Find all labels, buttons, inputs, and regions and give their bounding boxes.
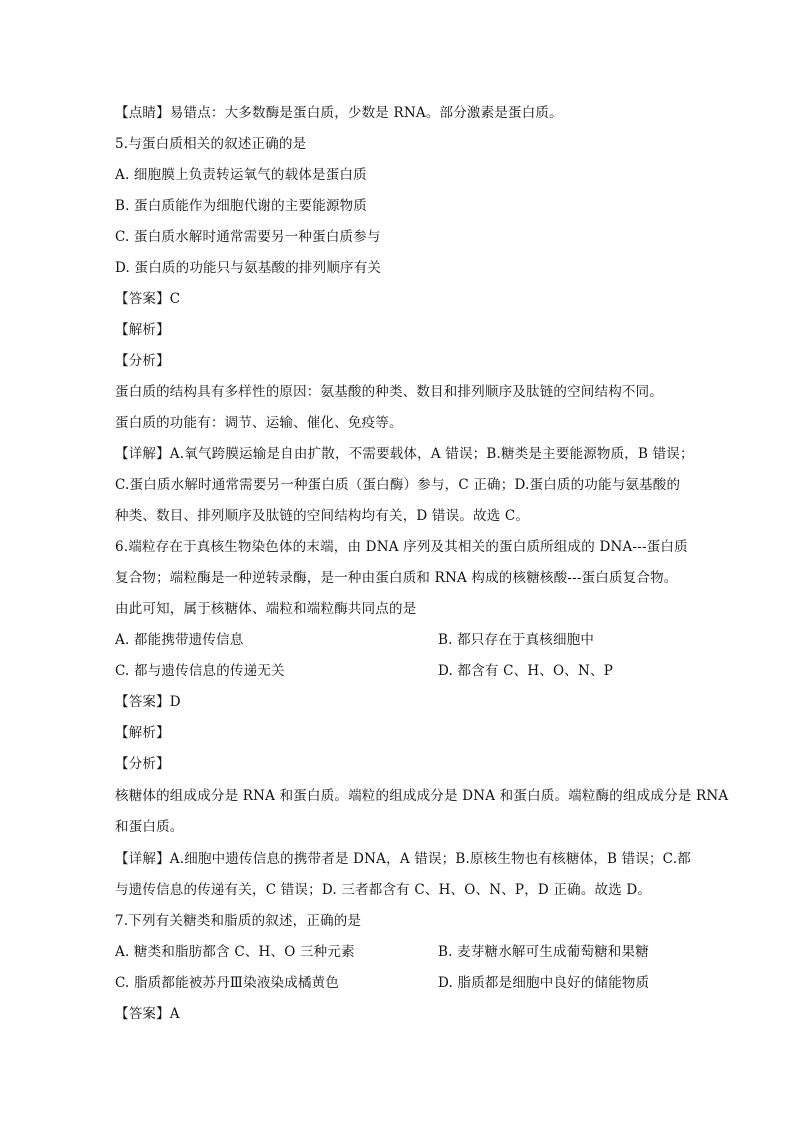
question-5-option-b: B. 蛋白质能作为细胞代谢的主要能源物质: [115, 198, 368, 214]
question-6-option-d: D. 都含有 C、H、O、N、P: [438, 663, 613, 679]
question-5-detail-text: C.蛋白质水解时通常需要另一种蛋白质（蛋白酶）参与，C 正确；D.蛋白质的功能与氨基酸的: [115, 477, 681, 493]
question-5-answer: 【答案】C: [115, 291, 181, 307]
question-6-option-a: A. 都能携带遗传信息: [115, 632, 244, 648]
question-7-option-d: D. 脂质都是细胞中良好的储能物质: [438, 975, 650, 991]
question-6-analysis-heading: 【解析】: [115, 725, 170, 741]
question-6-breakdown-text: 核糖体的组成成分是 RNA 和蛋白质。端粒的组成成分是 DNA 和蛋白质。端粒酶的组成成分是 RNA: [115, 788, 729, 804]
question-5-detail-text: 种类、数目、排列顺序及肽链的空间结构均有关，D 错误。故选 C。: [115, 508, 530, 524]
question-6-stem: 复合物；端粒酶是一种逆转录酶，是一种由蛋白质和 RNA 构成的核糖核酸---蛋白质复合物。: [115, 570, 678, 586]
question-5-breakdown-text: 蛋白质的结构具有多样性的原因：氨基酸的种类、数目和排列顺序及肽链的空间结构不同。: [115, 384, 663, 400]
question-5-analysis-heading: 【解析】: [115, 322, 170, 338]
question-6-answer: 【答案】D: [115, 694, 181, 710]
question-5-breakdown-text: 蛋白质的功能有：调节、运输、催化、免疫等。: [115, 415, 403, 431]
question-6-stem: 6.端粒存在于真核生物染色体的末端，由 DNA 序列及其相关的蛋白质所组成的 DNA---蛋白质: [115, 539, 688, 555]
question-5-detail-text: 【详解】A.氧气跨膜运输是自由扩散，不需要载体，A 错误；B.糖类是主要能源物质，B 错误；: [115, 446, 694, 462]
question-6-option-c: C. 都与遗传信息的传递无关: [115, 663, 285, 679]
question-6-breakdown-text: 和蛋白质。: [115, 819, 184, 835]
question-7-option-b: B. 麦芽糖水解可生成葡萄糖和果糖: [438, 944, 649, 960]
question-6-breakdown-heading: 【分析】: [115, 756, 170, 772]
question-7-option-a: A. 糖类和脂肪都含 C、H、O 三种元素: [115, 944, 355, 960]
question-7-stem: 7.下列有关糖类和脂质的叙述，正确的是: [115, 913, 362, 929]
question-6-detail-text: 与遗传信息的传递有关，C 错误；D. 三者都含有 C、H、O、N、P，D 正确。故选 D。: [115, 882, 652, 898]
question-7-answer: 【答案】A: [115, 1006, 180, 1022]
question-6-option-b: B. 都只存在于真核细胞中: [438, 632, 595, 648]
question-5-stem: 5.与蛋白质相关的叙述正确的是: [115, 136, 307, 152]
question-7-option-c: C. 脂质都能被苏丹Ⅲ染液染成橘黄色: [115, 975, 340, 991]
question-6-stem: 由此可知，属于核糖体、端粒和端粒酶共同点的是: [115, 601, 417, 617]
question-5-breakdown-heading: 【分析】: [115, 353, 170, 369]
question-5-option-c: C. 蛋白质水解时通常需要另一种蛋白质参与: [115, 229, 381, 245]
question-6-detail-text: 【详解】A.细胞中遗传信息的携带者是 DNA，A 错误；B.原核生物也有核糖体，B 错误；C.都: [115, 851, 691, 867]
question-5-option-d: D. 蛋白质的功能只与氨基酸的排列顺序有关: [115, 260, 382, 276]
note-line: 【点睛】易错点：大多数酶是蛋白质，少数是 RNA。部分激素是蛋白质。: [115, 105, 563, 121]
question-5-option-a: A. 细胞膜上负责转运氧气的载体是蛋白质: [115, 167, 367, 183]
